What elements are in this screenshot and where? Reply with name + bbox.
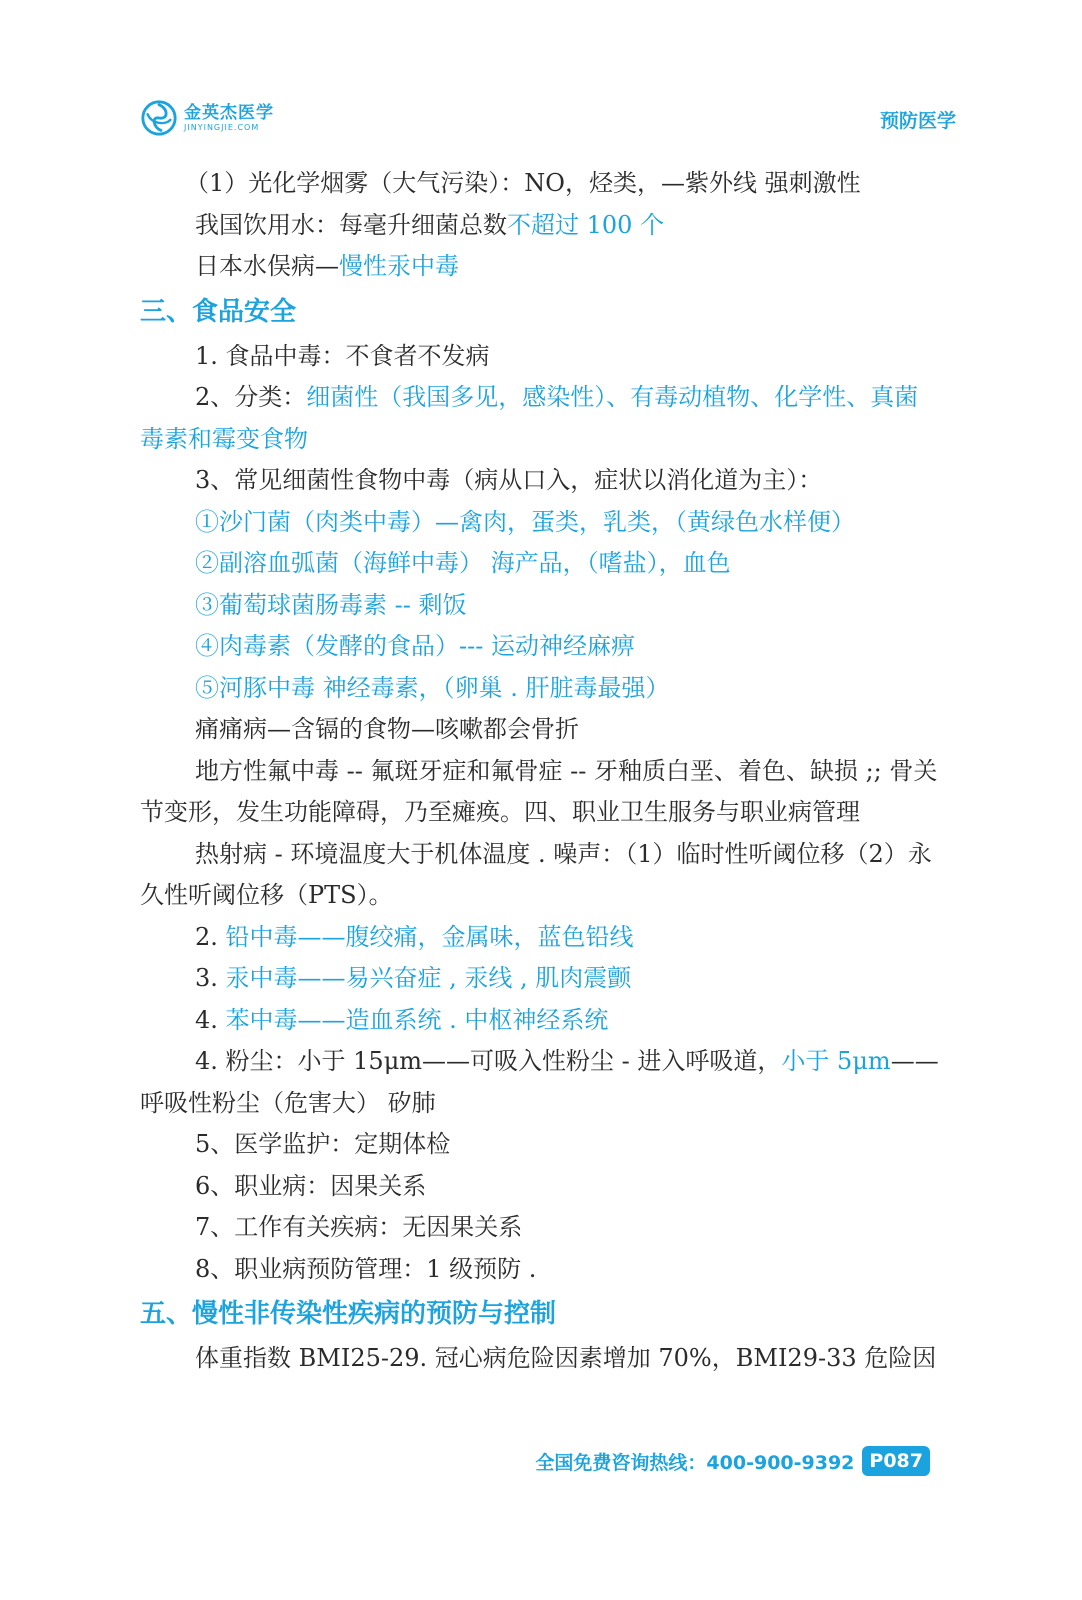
paragraph: 地方性氟中毒 -- 氟斑牙症和氟骨症 -- 牙釉质白垩、着色、缺损 ;; 骨关节变形，发生功能障碍，乃至瘫痪。四、职业卫生服务与职业病管理 [140, 756, 938, 826]
section-heading: 五、慢性非传染性疾病的预防与控制 [140, 1299, 557, 1329]
paragraph: 2、分类：细菌性（我国多见，感染性）、有毒动植物、化学性、真菌毒素和霉变食物 [140, 383, 919, 453]
logo-swirl-icon [140, 99, 178, 137]
paragraph: 我国饮用水：每毫升细菌总数不超过 100 个 [195, 210, 665, 239]
list-item: ④肉毒素（发酵的食品）--- 运动神经麻痹 [195, 632, 635, 660]
paragraph: 体重指数 BMI25-29. 冠心病危险因素增加 70%，BMI29-33 危险因 [195, 1344, 937, 1372]
paragraph: 日本水俣病—慢性汞中毒 [195, 252, 459, 280]
logo-subtitle: JINYINGJIE.COM [184, 122, 260, 132]
logo-title: 金英杰医学 [184, 102, 274, 123]
page-footer [535, 1446, 930, 1476]
brand-logo [140, 98, 274, 138]
page-header [0, 0, 1082, 150]
paragraph: 热射病 - 环境温度大于机体温度 . 噪声：（1）临时性听阈位移（2）永久性听阈位移（PTS）。 [140, 839, 932, 909]
hotline-text: 全国免费咨询热线：400-900-9392 [535, 1451, 855, 1474]
section-title: 预防医学 [879, 110, 956, 132]
paragraph: 4. 粉尘：小于 15μm——可吸入性粉尘 - 进入呼吸道，小于 5μm——呼吸性粉尘（危害大） 矽肺 [140, 1047, 939, 1117]
list-item: 4. 苯中毒——造血系统 . 中枢神经系统 [195, 1005, 609, 1034]
paragraph: 8、职业病预防管理：1 级预防 . [195, 1254, 537, 1283]
paragraph: 3、常见细菌性食物中毒（病从口入，症状以消化道为主）： [195, 466, 823, 494]
list-item: ⑤河豚中毒 神经毒素，（卵巢 . 肝脏毒最强） [195, 673, 670, 702]
list-item: ①沙门菌（肉类中毒）—禽肉，蛋类，乳类，（黄绿色水样便） [195, 507, 855, 536]
paragraph: 5、医学监护：定期体检 [195, 1130, 451, 1158]
list-item: ③葡萄球菌肠毒素 -- 剩饭 [195, 590, 467, 619]
list-item: 2. 铅中毒——腹绞痛，金属味，蓝色铅线 [195, 922, 634, 951]
list-item: 3. 汞中毒——易兴奋症 , 汞线 , 肌肉震颤 [195, 964, 632, 992]
page-number-badge: P087 [862, 1446, 930, 1476]
paragraph: 痛痛病—含镉的食物—咳嗽都会骨折 [195, 715, 579, 743]
paragraph: （1）光化学烟雾（大气污染）：NO，烃类，—紫外线 强刺激性 [185, 169, 861, 197]
page-content [140, 163, 940, 1380]
paragraph: 7、工作有关疾病：无因果关系 [195, 1213, 523, 1241]
paragraph: 6、职业病：因果关系 [195, 1171, 427, 1200]
paragraph: 1. 食品中毒：不食者不发病 [195, 341, 490, 370]
list-item: ②副溶血弧菌（海鲜中毒） 海产品，（嗜盐），血色 [195, 549, 731, 577]
section-heading: 三、食品安全 [140, 296, 297, 327]
